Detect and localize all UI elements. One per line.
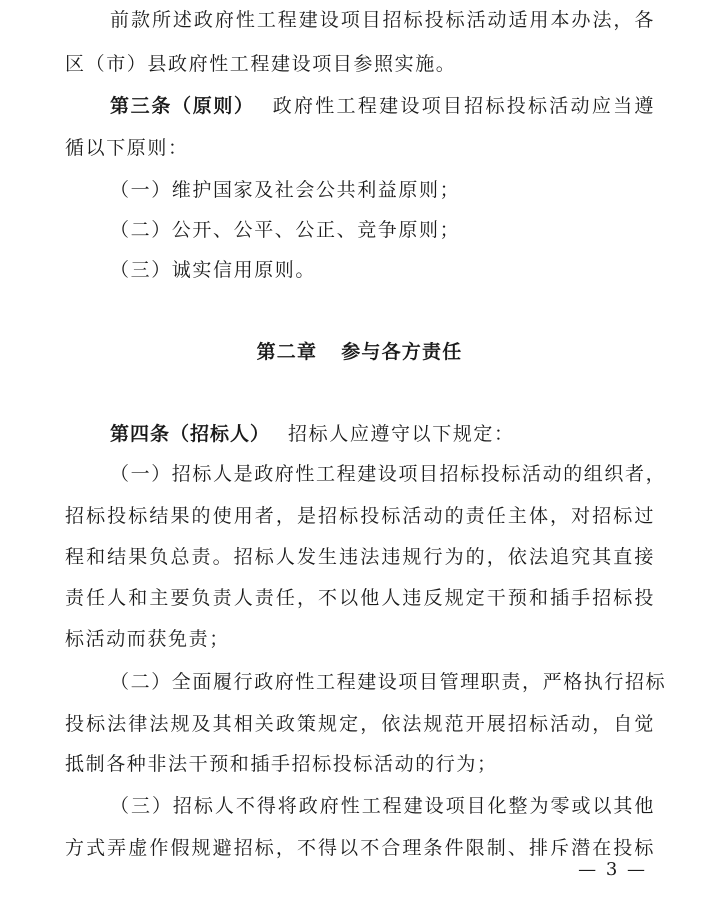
- chapter-heading: [0, 340, 719, 364]
- paragraph-line: 程和结果负总责。招标人发生违法违规行为的，依法追究其直接: [65, 546, 655, 568]
- chapter-number: 第二章: [256, 341, 318, 363]
- article-3-line: [110, 94, 655, 118]
- article-4-label: 第四条（招标人）: [110, 423, 271, 445]
- paragraph-line: （二）全面履行政府性工程建设项目管理职责，严格执行招标: [110, 671, 667, 693]
- paragraph-line: 方式弄虚作假规避招标，不得以不合理条件限制、排斥潜在投标: [65, 837, 655, 859]
- chapter-title: 参与各方责任: [341, 341, 463, 363]
- article-3-label: 第三条（原则）: [110, 95, 255, 117]
- paragraph-line: 招标投标结果的使用者，是招标投标活动的责任主体，对招标过: [65, 505, 655, 527]
- list-item: （三）诚实信用原则。: [110, 259, 317, 281]
- page-number: — 3 —: [578, 859, 647, 880]
- paragraph-line: 区（市）县政府性工程建设项目参照实施。: [65, 53, 457, 75]
- paragraph-line: （三）招标人不得将政府性工程建设项目化整为零或以其他: [110, 795, 655, 817]
- list-item: （二）公开、公平、公正、竞争原则；: [110, 219, 461, 241]
- paragraph-line: 责任人和主要负责人责任，不以他人违反规定干预和插手招标投: [65, 587, 655, 609]
- paragraph-line: 投标法律法规及其相关政策规定，依法规范开展招标活动，自觉: [65, 713, 655, 735]
- paragraph-line: 前款所述政府性工程建设项目招标投标活动适用本办法，各: [110, 9, 655, 31]
- paragraph-line: 抵制各种非法干预和插手招标投标活动的行为；: [65, 753, 498, 775]
- list-item: （一）维护国家及社会公共利益原则；: [110, 179, 461, 201]
- article-4-intro: 招标人应遵守以下规定：: [288, 423, 515, 445]
- paragraph-line: （一）招标人是政府性工程建设项目招标投标活动的组织者，: [110, 463, 667, 485]
- article-3-text: 政府性工程建设项目招标投标活动应当遵: [272, 95, 655, 117]
- paragraph-line: 标活动而获免责；: [65, 628, 230, 650]
- paragraph-line: 循以下原则：: [65, 137, 189, 159]
- article-4-line: [110, 422, 655, 446]
